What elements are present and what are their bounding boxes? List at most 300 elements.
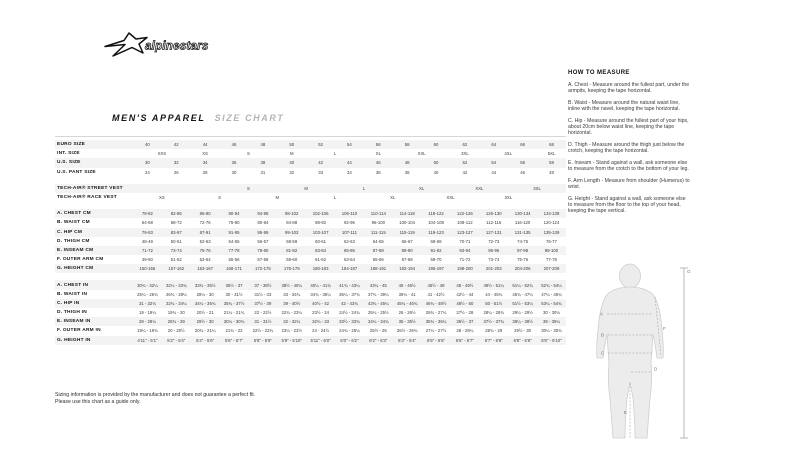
cell: 28 - 28¼ bbox=[456, 328, 474, 334]
table-row bbox=[55, 237, 566, 246]
row-label: C. HIP CM bbox=[57, 229, 83, 235]
cell: 111-115 bbox=[370, 229, 386, 235]
table-row bbox=[55, 184, 566, 193]
table-section-gap bbox=[55, 177, 566, 184]
cell: 36 bbox=[231, 160, 237, 166]
cell: 37½ - 37¾ bbox=[483, 319, 505, 325]
cell: 103-107 bbox=[312, 229, 329, 235]
cell: 76-77 bbox=[545, 238, 557, 244]
table-row bbox=[55, 290, 566, 299]
cell: 50-51 bbox=[170, 238, 182, 244]
cell: 44 bbox=[347, 160, 352, 166]
cell: 5'2" - 5'4" bbox=[167, 337, 186, 343]
cell: 184-187 bbox=[341, 266, 358, 272]
row-cells bbox=[133, 140, 566, 149]
cell: 134-138 bbox=[543, 211, 560, 217]
cell: 22½ - 22¾ bbox=[252, 328, 274, 334]
cell: 34¾ - 36¼ bbox=[310, 291, 331, 297]
size-table bbox=[55, 136, 566, 345]
row-label: F. OUTER ARM IN bbox=[57, 328, 101, 334]
cell: 32¼ - 33¾ bbox=[166, 282, 187, 288]
cell: 104-108 bbox=[428, 220, 444, 226]
row-label: INT. SIZE bbox=[57, 151, 80, 157]
cell: 46½ - 48 bbox=[427, 282, 445, 288]
cell: 87-88 bbox=[372, 247, 384, 253]
cell: 27½ - 28 bbox=[456, 310, 474, 316]
cell: S bbox=[247, 151, 250, 157]
cell: 72-73 bbox=[488, 238, 500, 244]
row-cells bbox=[133, 209, 566, 218]
row-label: E. INSEAM CM bbox=[57, 247, 94, 253]
cell: 30¾ - 32¼ bbox=[137, 282, 158, 288]
cell: 5'4" - 5'6" bbox=[196, 337, 215, 343]
table-row bbox=[55, 255, 566, 264]
cell: 26¾ - 27¼ bbox=[425, 310, 447, 316]
cell: 71-72 bbox=[459, 257, 471, 263]
cell: 25¼ - 26¾ bbox=[137, 291, 158, 297]
cell: 32 bbox=[173, 160, 179, 166]
row-cells bbox=[133, 290, 566, 299]
alpinestars-wordmark: alpinestars bbox=[145, 40, 209, 53]
cell: 4XL bbox=[504, 151, 513, 157]
cell: 51¼ - 52¾ bbox=[512, 282, 533, 288]
cell: 26 bbox=[173, 169, 179, 175]
cell: 90-94 bbox=[228, 211, 240, 217]
cell: 96-100 bbox=[371, 220, 385, 226]
cell: 64 bbox=[491, 142, 497, 148]
cell: 99-103 bbox=[285, 229, 299, 235]
cell: 73-74 bbox=[170, 247, 182, 253]
row-cells bbox=[133, 264, 566, 273]
cell: 28¾ - 29 bbox=[167, 319, 185, 325]
cell: 68-69 bbox=[430, 238, 442, 244]
cell: 82-86 bbox=[170, 211, 182, 217]
row-label: C. HIP IN bbox=[57, 300, 80, 306]
cell: 100-104 bbox=[399, 220, 416, 226]
body-diagram bbox=[572, 262, 712, 450]
row-label: B. WAIST IN bbox=[57, 291, 88, 297]
cell: 75-76 bbox=[199, 247, 211, 253]
cell: 52 bbox=[462, 160, 468, 166]
cell: 40 bbox=[289, 160, 295, 166]
cell: 198-200 bbox=[456, 266, 473, 272]
table-row bbox=[55, 308, 566, 317]
cell: 36 bbox=[375, 169, 381, 175]
cell: 4'11" - 5'1" bbox=[137, 337, 158, 343]
cell: 53-54 bbox=[199, 257, 211, 263]
cell: 29¼ - 29½ bbox=[512, 310, 533, 316]
cell: 48 bbox=[260, 142, 266, 148]
table-row bbox=[55, 168, 566, 177]
cell: 50 bbox=[289, 142, 295, 148]
cell: 115-119 bbox=[399, 229, 415, 235]
cell: 46 bbox=[375, 160, 381, 166]
cell: 42 bbox=[462, 169, 468, 175]
cell: 86-90 bbox=[199, 211, 211, 217]
cell: 37½ - 39 bbox=[254, 300, 272, 306]
cell: 48-49 bbox=[141, 238, 153, 244]
cell: 28 bbox=[202, 169, 208, 175]
cell: 61-62 bbox=[315, 257, 327, 263]
row-label: EURO SIZE bbox=[57, 142, 86, 148]
cell: 32 bbox=[289, 169, 295, 175]
cell: 23¼ - 23½ bbox=[281, 328, 302, 334]
cell: 120-124 bbox=[543, 220, 560, 226]
page-title-main: MEN'S APPAREL bbox=[112, 113, 206, 123]
cell: 110-114 bbox=[370, 211, 386, 217]
cell: 30 - 30¼ bbox=[542, 310, 560, 316]
table-row bbox=[55, 218, 566, 227]
figure-head bbox=[620, 264, 641, 288]
cell: 54 bbox=[347, 142, 352, 148]
cell: 6'3" - 6'4" bbox=[398, 337, 417, 343]
table-row bbox=[55, 228, 566, 237]
cell: 46 bbox=[231, 142, 237, 148]
cell: 50 - 51½ bbox=[485, 300, 503, 306]
row-label: D. THIGH IN bbox=[57, 310, 87, 316]
measure-item: G. Height - Stand against a wall, ask someone else to measure from the floor to the top of your head, keeping the tape vertical. bbox=[568, 195, 686, 215]
cell: 24 - 24½ bbox=[312, 328, 330, 334]
cell: 57-58 bbox=[257, 257, 269, 263]
figure-label-f: F bbox=[663, 326, 666, 331]
row-label: B. WAIST CM bbox=[57, 220, 90, 226]
row-label: G. HEIGHT CM bbox=[57, 266, 94, 272]
how-to-measure-heading: HOW TO MEASURE bbox=[568, 70, 630, 76]
cell: 37¾ - 39¼ bbox=[368, 291, 389, 297]
row-label: F. OUTER ARM CM bbox=[57, 257, 104, 263]
cell: 54-55 bbox=[228, 238, 240, 244]
height-line bbox=[680, 268, 688, 438]
row-label: G. HEIGHT IN bbox=[57, 337, 91, 343]
row-cells bbox=[133, 228, 566, 237]
cell: 98-102 bbox=[285, 211, 299, 217]
cell: 76-80 bbox=[228, 220, 240, 226]
cell: 25¼ - 25½ bbox=[368, 310, 389, 316]
cell: 40 bbox=[433, 169, 439, 175]
cell: 29½ - 30 bbox=[196, 319, 214, 325]
cell: 51-52 bbox=[170, 257, 182, 263]
cell: 3XL bbox=[504, 195, 513, 201]
cell: 78-82 bbox=[141, 211, 153, 217]
cell: 20¾ - 21¼ bbox=[194, 328, 216, 334]
cell: 84-88 bbox=[286, 220, 298, 226]
cell: 32 - 32¼ bbox=[283, 319, 301, 325]
table-row bbox=[55, 280, 566, 289]
cell: 41 - 42½ bbox=[427, 291, 445, 297]
cell: 6'7" - 6'8" bbox=[484, 337, 503, 343]
cell: 24¾ - 25¼ bbox=[339, 328, 360, 334]
cell: 52-53 bbox=[199, 238, 211, 244]
figure-label-b: B bbox=[601, 332, 605, 338]
cell: 77-78 bbox=[228, 247, 240, 253]
cell: 116-120 bbox=[514, 220, 531, 226]
cell: 94-98 bbox=[257, 211, 269, 217]
cell: 36¼ - 37¾ bbox=[339, 291, 360, 297]
cell: XS bbox=[159, 195, 165, 201]
table-row bbox=[55, 158, 566, 167]
table-section-gap bbox=[55, 202, 566, 209]
cell: 22¾ - 23¼ bbox=[281, 310, 302, 316]
cell: XXL bbox=[446, 195, 455, 201]
cell: 72-76 bbox=[199, 220, 211, 226]
cell: 127-131 bbox=[485, 229, 502, 235]
cell: 83-84 bbox=[315, 247, 327, 253]
cell: 180-183 bbox=[312, 266, 329, 272]
cell: 31 bbox=[260, 169, 266, 175]
cell: 34¼ - 34¾ bbox=[368, 319, 389, 325]
cell: 6'6" - 6'7" bbox=[455, 337, 474, 343]
row-label: A. CHEST CM bbox=[57, 211, 91, 217]
row-cells bbox=[133, 255, 566, 264]
cell: 28¾ - 29 bbox=[485, 328, 503, 334]
cell: 38 bbox=[404, 169, 410, 175]
measure-item: E. Inseam - Stand against a wall, ask someone else to measure from the crotch to the bottom of your leg. bbox=[568, 159, 689, 173]
row-cells bbox=[133, 317, 566, 326]
figure-label-e: E bbox=[624, 410, 628, 415]
cell: 52¾ - 54¼ bbox=[541, 282, 562, 288]
measure-item: F. Arm Length - Measure from shoulder (Humerus) to wrist. bbox=[568, 177, 690, 190]
figure-label-a: A bbox=[600, 311, 604, 317]
row-cells bbox=[133, 218, 566, 227]
row-cells bbox=[133, 299, 566, 308]
cell: 31 - 32¾ bbox=[138, 300, 156, 306]
cell: 33 - 34¾ bbox=[283, 291, 301, 297]
row-label: TECH-AIR® STREET VEST bbox=[57, 185, 123, 191]
cell: 28¼ - 28¾ bbox=[483, 310, 505, 316]
cell: 107-111 bbox=[341, 229, 358, 235]
cell: 5XL bbox=[547, 151, 556, 157]
cell: 80-84 bbox=[257, 220, 269, 226]
cell: 46¾ - 48½ bbox=[425, 300, 447, 306]
cell: 45¾ - 47¼ bbox=[512, 291, 533, 297]
cell: 19 - 19¼ bbox=[138, 310, 156, 316]
table-row bbox=[55, 326, 566, 335]
cell: 55-56 bbox=[228, 257, 240, 263]
cell: 74-75 bbox=[517, 238, 529, 244]
cell: 33½ - 33¾ bbox=[339, 319, 360, 325]
cell: 35½ - 37 bbox=[225, 282, 243, 288]
cell: 42½ - 44 bbox=[456, 291, 474, 297]
cell: L bbox=[362, 185, 366, 191]
cell: 60-61 bbox=[315, 238, 327, 244]
row-cells bbox=[133, 184, 566, 193]
cell: 32¾ - 33 bbox=[312, 319, 330, 325]
cell: 39 - 40½ bbox=[283, 300, 301, 306]
cell: 42 - 43¾ bbox=[340, 300, 358, 306]
cell: 62 bbox=[462, 142, 468, 148]
cell: 38 bbox=[260, 160, 266, 166]
cell: 91-95 bbox=[228, 229, 240, 235]
cell: 130-134 bbox=[514, 211, 531, 217]
cell: XXL bbox=[475, 185, 484, 191]
cell: 157-162 bbox=[168, 266, 185, 272]
cell: 59-60 bbox=[286, 257, 298, 263]
cell: 68-72 bbox=[170, 220, 182, 226]
cell: 31½ - 33 bbox=[254, 291, 272, 297]
cell: 102-106 bbox=[312, 211, 329, 217]
cell: S bbox=[247, 185, 250, 191]
cell: 66 bbox=[520, 142, 525, 148]
cell: 58 bbox=[549, 160, 554, 166]
cell: 27¼ - 27½ bbox=[425, 328, 447, 334]
cell: 24½ - 24¾ bbox=[339, 310, 360, 316]
cell: 91-92 bbox=[430, 247, 442, 253]
cell: 207-209 bbox=[543, 266, 560, 272]
cell: 71-72 bbox=[141, 247, 153, 253]
cell: 30 bbox=[145, 160, 150, 166]
cell: 40½ - 42 bbox=[312, 300, 330, 306]
cell: 28 - 28¼ bbox=[138, 319, 156, 325]
cell: 38½ - 40¼ bbox=[281, 282, 302, 288]
cell: 75-76 bbox=[517, 257, 529, 263]
cell: 89-90 bbox=[401, 247, 413, 253]
cell: 35¾ - 37½ bbox=[223, 300, 245, 306]
cell: 150-156 bbox=[139, 266, 156, 272]
row-cells bbox=[133, 336, 566, 345]
cell: 35¾ - 36¼ bbox=[425, 319, 447, 325]
cell: 42 bbox=[173, 142, 179, 148]
cell: 3XL bbox=[461, 151, 469, 157]
measure-item: B. Waist - Measure around the natural waist line, inline with the navel, keeping the tape horizontal. bbox=[568, 99, 680, 113]
cell: 112-116 bbox=[486, 220, 502, 226]
table-row bbox=[55, 317, 566, 326]
cell: 19¼ - 19¾ bbox=[137, 328, 158, 334]
cell: 195-197 bbox=[428, 266, 444, 272]
cell: 30¼ - 30¾ bbox=[223, 319, 245, 325]
cell: 29½ - 30 bbox=[514, 328, 532, 334]
cell: 5'9" - 5'10" bbox=[281, 337, 302, 343]
cell: 73-74 bbox=[488, 257, 500, 263]
cell: 35 - 35½ bbox=[398, 319, 416, 325]
footer-disclaimer bbox=[55, 392, 255, 406]
cell: 40¼ - 41¾ bbox=[310, 282, 331, 288]
cell: 5'6" - 5'7" bbox=[224, 337, 244, 343]
cell: 135-139 bbox=[543, 229, 560, 235]
cell: 131-135 bbox=[514, 229, 531, 235]
cell: 122-126 bbox=[456, 211, 473, 217]
cell: 30 - 31½ bbox=[225, 291, 243, 297]
cell: 44 - 45¾ bbox=[485, 291, 503, 297]
table-row bbox=[55, 246, 566, 255]
row-label: TECH-AIR® RACE VEST bbox=[57, 195, 117, 201]
cell: 21¼ - 21¾ bbox=[223, 310, 245, 316]
cell: 32¾ - 34¼ bbox=[166, 300, 187, 306]
row-label: U.S. PANT SIZE bbox=[57, 169, 96, 175]
cell: 201-203 bbox=[485, 266, 502, 272]
row-cells bbox=[133, 149, 566, 158]
cell: 99-100 bbox=[544, 247, 559, 253]
cell: M bbox=[275, 195, 280, 201]
cell: L bbox=[333, 195, 337, 201]
cell: 92-96 bbox=[343, 220, 355, 226]
row-label: A. CHEST IN bbox=[57, 282, 89, 288]
cell: 67-68 bbox=[401, 257, 413, 263]
cell: XL bbox=[375, 151, 381, 157]
cell: 34¼ - 35¾ bbox=[194, 300, 216, 306]
cell: 54 bbox=[491, 160, 497, 166]
measure-item: A. Chest - Measure around the fullest part, under the armpits, keeping the tape horizontal. bbox=[568, 82, 690, 95]
row-cells bbox=[133, 280, 566, 289]
cell: 65-66 bbox=[372, 257, 384, 263]
cell: 83-87 bbox=[170, 229, 182, 235]
cell: 34 bbox=[347, 169, 352, 175]
cell: 58-59 bbox=[286, 238, 298, 244]
cell: 31 - 31½ bbox=[254, 319, 272, 325]
cell: 33¾ - 35½ bbox=[194, 282, 216, 288]
cell: 163-167 bbox=[197, 266, 214, 272]
cell: XL bbox=[419, 185, 425, 191]
how-to-measure-section bbox=[568, 70, 690, 220]
cell: 70-71 bbox=[459, 238, 471, 244]
cell: 25½ - 26 bbox=[369, 328, 387, 334]
cell: 88-92 bbox=[315, 220, 327, 226]
measure-item: C. Hip - Measure around the fullest part of your hips, about 20cm below waist line, keeping the tape horizontal. bbox=[568, 117, 689, 137]
cell: 20 - 20½ bbox=[167, 328, 185, 334]
cell: 79-80 bbox=[257, 247, 269, 253]
cell: 36½ - 37 bbox=[456, 319, 474, 325]
cell: 41¾ - 43¼ bbox=[339, 282, 360, 288]
row-label: U.S. SIZE bbox=[57, 160, 81, 166]
cell: 50 bbox=[433, 160, 439, 166]
cell: 30 bbox=[231, 169, 237, 175]
cell: 45¼ - 46¾ bbox=[396, 300, 418, 306]
cell: 87-91 bbox=[199, 229, 211, 235]
cell: 6'5" - 6'6" bbox=[426, 337, 446, 343]
cell: 6'8" - 6'9" bbox=[513, 337, 532, 343]
cell: 56-57 bbox=[257, 238, 269, 244]
cell: 56 bbox=[520, 160, 525, 166]
cell: 47¼ - 48¾ bbox=[541, 291, 562, 297]
cell: 56 bbox=[375, 142, 381, 148]
cell: 6'0" - 6'2" bbox=[340, 337, 359, 343]
alpinestars-star-icon bbox=[105, 33, 147, 56]
row-label: D. THIGH CM bbox=[57, 238, 90, 244]
figure-label-d: D bbox=[654, 366, 658, 372]
cell: XXL bbox=[417, 151, 426, 157]
cell: 62-63 bbox=[343, 238, 355, 244]
cell: 52 bbox=[318, 142, 323, 148]
cell: 48 bbox=[549, 169, 554, 175]
cell: XL bbox=[390, 195, 396, 201]
cell: 60 bbox=[433, 142, 439, 148]
cell: 192-194 bbox=[399, 266, 416, 272]
measure-item: D. Thigh - Measure around the thigh just below the crotch, keeping the tape horizontal. bbox=[568, 141, 685, 155]
page-title-sub: SIZE CHART bbox=[214, 113, 285, 123]
cell: 23½ - 24 bbox=[312, 310, 330, 316]
cell: 63-64 bbox=[343, 257, 355, 263]
row-cells bbox=[133, 168, 566, 177]
cell: M bbox=[304, 185, 308, 191]
table-row bbox=[55, 140, 566, 149]
table-row bbox=[55, 264, 566, 273]
cell: S bbox=[218, 195, 222, 201]
cell: M bbox=[289, 151, 294, 157]
cell: 6'9" - 6'10" bbox=[541, 337, 562, 343]
cell: 58 bbox=[404, 142, 410, 148]
cell: 49½ - 51¼ bbox=[483, 282, 505, 288]
cell: 38¼ - 38½ bbox=[512, 319, 533, 325]
cell: 85-86 bbox=[343, 247, 355, 253]
table-row bbox=[55, 193, 566, 202]
cell: 106-110 bbox=[341, 211, 358, 217]
cell: XS bbox=[202, 151, 209, 157]
table-row bbox=[55, 149, 566, 158]
cell: 168-171 bbox=[226, 266, 242, 272]
cell: 43¼ - 45 bbox=[369, 282, 387, 288]
cell: 66-67 bbox=[401, 238, 413, 244]
cell: 6'2" - 6'3" bbox=[369, 337, 388, 343]
row-cells bbox=[133, 326, 566, 335]
